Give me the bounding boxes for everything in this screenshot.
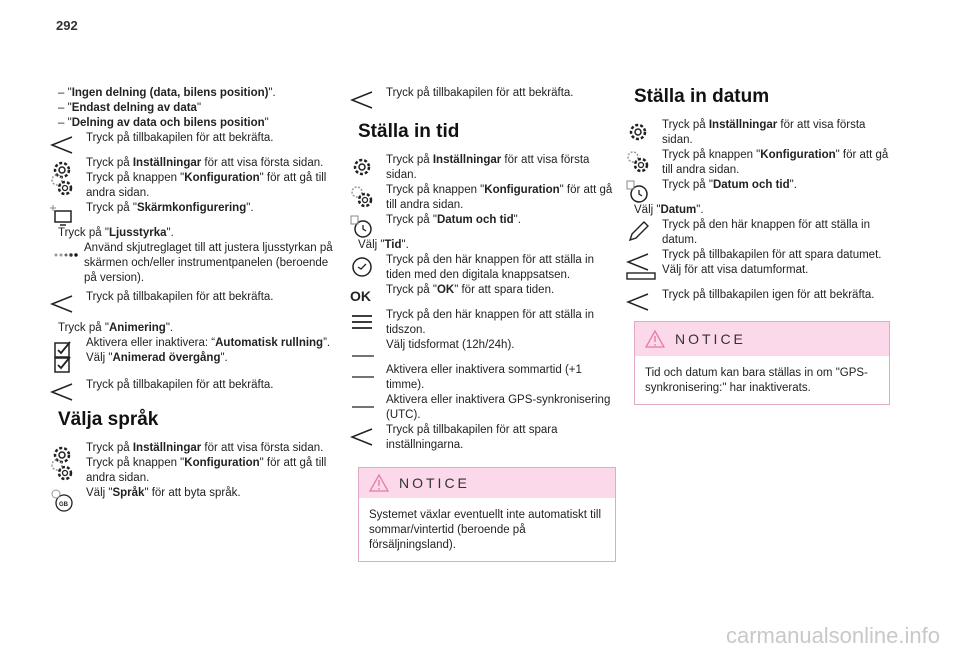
instruction-back: Tryck på tillbakapilen för att bekräfta. bbox=[322, 86, 616, 101]
config-gears-icon bbox=[350, 185, 374, 209]
instruction-pencil: Tryck på den här knappen för att ställa in datum. bbox=[598, 218, 890, 248]
instruction-screen: Tryck på "Skärmkonfigurering". bbox=[22, 201, 344, 216]
back-arrow-icon bbox=[50, 133, 74, 157]
back-arrow-icon bbox=[350, 88, 374, 112]
instruction-gps: Aktivera eller inaktivera GPS-synkronisering (UTC). bbox=[322, 393, 616, 423]
back-arrow-icon bbox=[350, 425, 374, 449]
instruction-save: Tryck på tillbakapilen för att spara inställningarna. bbox=[322, 423, 616, 453]
clock-icon bbox=[626, 180, 650, 204]
toggle-icon bbox=[350, 365, 374, 389]
instruction-keypad: Tryck på den här knappen för att ställa in tiden med den digitala knappsatsen. bbox=[322, 253, 616, 283]
instruction-config: Tryck på knappen "Konfiguration" för att gå till andra sidan. bbox=[22, 456, 344, 486]
config-gears-icon bbox=[50, 173, 74, 197]
instruction-time: Välj "Tid". bbox=[358, 239, 409, 251]
section-title-language: Välja språk bbox=[58, 409, 159, 430]
notice-text: Systemet växlar eventuellt inte automatiskt till sommar/vintertid (beroende på försäljningsland). bbox=[369, 509, 602, 551]
notice-header bbox=[359, 468, 615, 498]
instruction-settings: Tryck på Inställningar för att visa första sidan. bbox=[22, 441, 344, 456]
date-format-icon bbox=[626, 265, 656, 289]
bullet-item: – "Endast delning av data" bbox=[58, 102, 202, 114]
instruction-config: Tryck på knappen "Konfiguration" för att gå till andra sidan. bbox=[322, 183, 616, 213]
instruction-ok: OK Tryck på "OK" för att spara tiden. bbox=[322, 283, 616, 298]
bullet-item: – "Delning av data och bilens position" bbox=[58, 117, 269, 129]
instruction-slider: Använd skjutreglaget till att justera ljusstyrkan på skärmen och/eller instrumentpanelen (beroende på version). bbox=[22, 241, 344, 286]
config-gears-icon bbox=[50, 458, 74, 482]
instruction-config: Tryck på knappen "Konfiguration" för att gå till andra sidan. bbox=[598, 148, 890, 178]
instruction-config: Tryck på knappen "Konfiguration" för att gå till andra sidan. bbox=[22, 171, 344, 201]
gear-icon bbox=[626, 120, 650, 144]
screen-config-icon bbox=[50, 203, 74, 227]
notice-header bbox=[635, 322, 889, 356]
notice-box bbox=[358, 467, 616, 562]
instruction-dst: Aktivera eller inaktivera sommartid (+1 timme). bbox=[322, 363, 616, 393]
instruction-animation: Tryck på "Animering". bbox=[58, 322, 174, 334]
column-1 bbox=[58, 86, 344, 508]
notice-title: NOTICE bbox=[675, 330, 746, 347]
menu-lines-icon bbox=[350, 310, 374, 334]
gear-icon bbox=[350, 155, 374, 179]
clock-icon bbox=[350, 215, 374, 239]
language-flag-icon bbox=[50, 488, 74, 512]
instruction-save: Tryck på tillbakapilen för att spara datumet. bbox=[598, 248, 890, 263]
brightness-slider-icon bbox=[50, 243, 80, 267]
section-title-date: Ställa in datum bbox=[634, 86, 770, 107]
instruction-back: Tryck på tillbakapilen för att bekräfta. bbox=[22, 290, 344, 305]
clock-check-icon bbox=[350, 255, 374, 279]
instruction-format: Välj tidsformat (12h/24h). bbox=[322, 338, 616, 353]
instruction-settings: Tryck på Inställningar för att visa första sidan. bbox=[598, 118, 890, 148]
instruction-settings: Tryck på Inställningar för att visa första sidan. bbox=[22, 156, 344, 171]
notice-text: Tid och datum kan bara ställas in om "GPS-synkronisering:" har inaktiverats. bbox=[645, 367, 868, 394]
column-2 bbox=[350, 86, 616, 562]
config-gears-icon bbox=[626, 150, 650, 174]
toggle-icon bbox=[350, 395, 374, 419]
pencil-icon bbox=[626, 220, 650, 244]
bullet-item: – "Ingen delning (data, bilens position)". bbox=[58, 87, 276, 99]
warning-icon bbox=[645, 330, 665, 348]
instruction-auto-scroll: Aktivera eller inaktivera: “Automatisk rullning”. bbox=[22, 336, 344, 351]
page-number: 292 bbox=[56, 18, 78, 33]
instruction-brightness: Tryck på "Ljusstyrka". bbox=[58, 227, 174, 239]
checkbox-icon bbox=[50, 353, 74, 377]
notice-box bbox=[634, 321, 890, 405]
column-3 bbox=[634, 86, 890, 405]
svg-text:GB: GB bbox=[59, 502, 68, 508]
instruction-anim-transition: Välj "Animerad övergång". bbox=[22, 351, 344, 366]
instruction-back: Tryck på tillbakapilen för att bekräfta. bbox=[22, 131, 344, 146]
back-arrow-icon bbox=[626, 290, 650, 314]
ok-icon: OK bbox=[350, 288, 371, 304]
instruction-back: Tryck på tillbakapilen för att bekräfta. bbox=[22, 378, 344, 393]
back-arrow-icon bbox=[50, 380, 74, 404]
watermark: carmanualsonline.info bbox=[725, 623, 940, 648]
instruction-language: GB Välj "Språk" för att byta språk. bbox=[22, 486, 344, 501]
section-title-time: Ställa in tid bbox=[358, 121, 460, 142]
instruction-settings: Tryck på Inställningar för att visa första sidan. bbox=[322, 153, 616, 183]
notice-title: NOTICE bbox=[399, 474, 470, 491]
instruction-back: Tryck på tillbakapilen igen för att bekräfta. bbox=[598, 288, 890, 303]
instruction-date-time: Tryck på "Datum och tid". bbox=[322, 213, 616, 228]
instruction-timezone: Tryck på den här knappen för att ställa in tidszon. bbox=[322, 308, 616, 338]
back-arrow-icon bbox=[50, 292, 74, 316]
warning-icon bbox=[369, 474, 389, 492]
toggle-icon bbox=[350, 340, 374, 364]
instruction-date-time: Tryck på "Datum och tid". bbox=[598, 178, 890, 193]
instruction-date: Välj "Datum". bbox=[634, 204, 704, 216]
instruction-format: Välj för att visa datumformat. bbox=[598, 263, 890, 278]
